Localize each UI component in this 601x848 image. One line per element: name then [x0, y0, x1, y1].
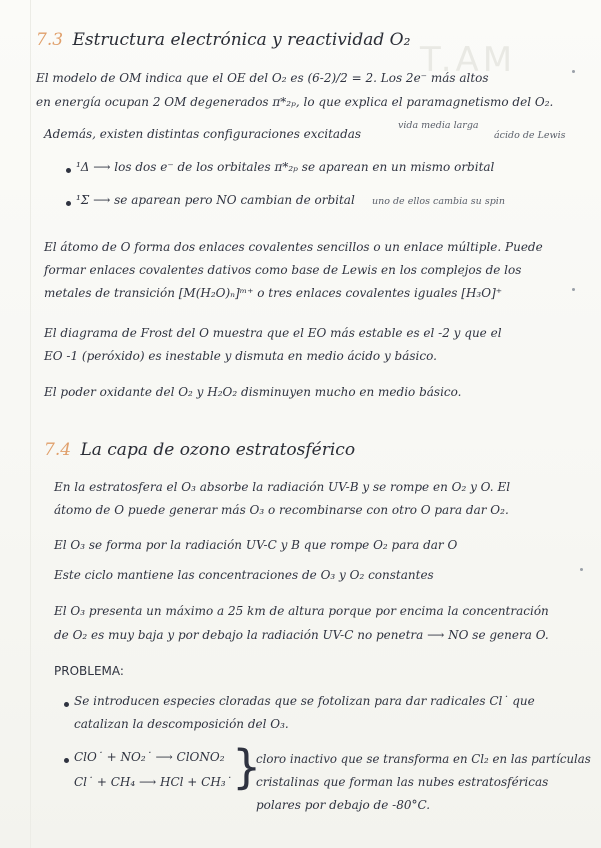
paragraph-line: átomo de O puede generar más O₃ o recombinarse con otro O para dar O₂. — [54, 503, 509, 517]
bullet-icon — [66, 201, 71, 206]
problema-note-line: cristalinas que forman las nubes estratosféricas — [256, 775, 549, 789]
paragraph-line: metales de transición [M(H₂O)ₙ]ᵐ⁺ o tres enlaces covalentes iguales [H₃O]⁺ — [44, 286, 503, 300]
paragraph-line: en energía ocupan 2 OM degenerados π*₂ₚ, lo que explica el paramagnetismo del O₂. — [36, 95, 554, 109]
bullet-icon — [66, 168, 71, 173]
section-title: Estructura electrónica y reactividad O₂ — [72, 30, 411, 50]
section-title: La capa de ozono estratosférico — [80, 440, 356, 460]
excited-state-item: ¹Δ ⟶ los dos e⁻ de los orbitales π*₂ₚ se aparean en un mismo orbital — [76, 160, 495, 174]
paper-dot — [572, 70, 575, 73]
paper-dot — [572, 288, 575, 291]
section-heading-7-4 — [44, 440, 355, 460]
bleed-through-mark: T.AM — [420, 40, 517, 80]
annotation-vida-media-larga: vida media larga — [398, 120, 479, 131]
paragraph-line: El poder oxidante del O₂ y H₂O₂ disminuyen mucho en medio básico. — [44, 385, 462, 399]
problema-note-line: polares por debajo de -80°C. — [256, 798, 431, 812]
page-margin-line — [30, 0, 31, 848]
problema-note-line: cloro inactivo que se transforma en Cl₂ en las partículas — [256, 752, 591, 766]
section-heading-7-3 — [36, 30, 410, 50]
paragraph-line: El O₃ se forma por la radiación UV-C y B que rompe O₂ para dar O — [54, 538, 458, 552]
paper-dot — [580, 568, 583, 571]
excited-state-item: ¹Σ ⟶ se aparean pero NO cambian de orbital — [76, 193, 355, 207]
reaction-line: ClO˙ + NO₂˙ ⟶ ClONO₂ — [74, 750, 225, 764]
bullet-icon — [64, 758, 69, 763]
paragraph-line: de O₂ es muy baja y por debajo la radiación UV-C no penetra ⟶ NO se genera O. — [54, 628, 549, 642]
paragraph-line: EO -1 (peróxido) es inestable y dismuta en medio ácido y básico. — [44, 349, 437, 363]
excited-state-note: uno de ellos cambia su spin — [372, 196, 505, 207]
paragraph-line: El átomo de O forma dos enlaces covalentes sencillos o un enlace múltiple. Puede — [44, 240, 543, 254]
paragraph-line: Este ciclo mantiene las concentraciones de O₃ y O₂ constantes — [54, 568, 434, 582]
problema-bullet-line: Se introducen especies cloradas que se fotolizan para dar radicales Cl˙ que — [74, 694, 535, 708]
paragraph-line: Además, existen distintas configuraciones excitadas — [44, 127, 362, 141]
section-number: 7.4 — [44, 440, 72, 460]
brace-icon: } — [232, 740, 262, 794]
section-number: 7.3 — [36, 30, 64, 50]
paragraph-line: El modelo de OM indica que el OE del O₂ es (6-2)/2 = 2. Los 2e⁻ más altos — [36, 71, 489, 85]
problema-bullet-line: catalizan la descomposición del O₃. — [74, 717, 289, 731]
paragraph-line: El diagrama de Frost del O muestra que el EO más estable es el -2 y que el — [44, 326, 502, 340]
paragraph-line: formar enlaces covalentes dativos como base de Lewis en los complejos de los — [44, 263, 522, 277]
bullet-icon — [64, 702, 69, 707]
reaction-line: Cl˙ + CH₄ ⟶ HCl + CH₃˙ — [74, 775, 232, 789]
annotation-acido-lewis: ácido de Lewis — [494, 130, 566, 141]
paragraph-line: El O₃ presenta un máximo a 25 km de altura porque por encima la concentración — [54, 604, 549, 618]
problema-label: PROBLEMA: — [54, 664, 124, 678]
paragraph-line: En la estratosfera el O₃ absorbe la radiación UV-B y se rompe en O₂ y O. El — [54, 480, 511, 494]
